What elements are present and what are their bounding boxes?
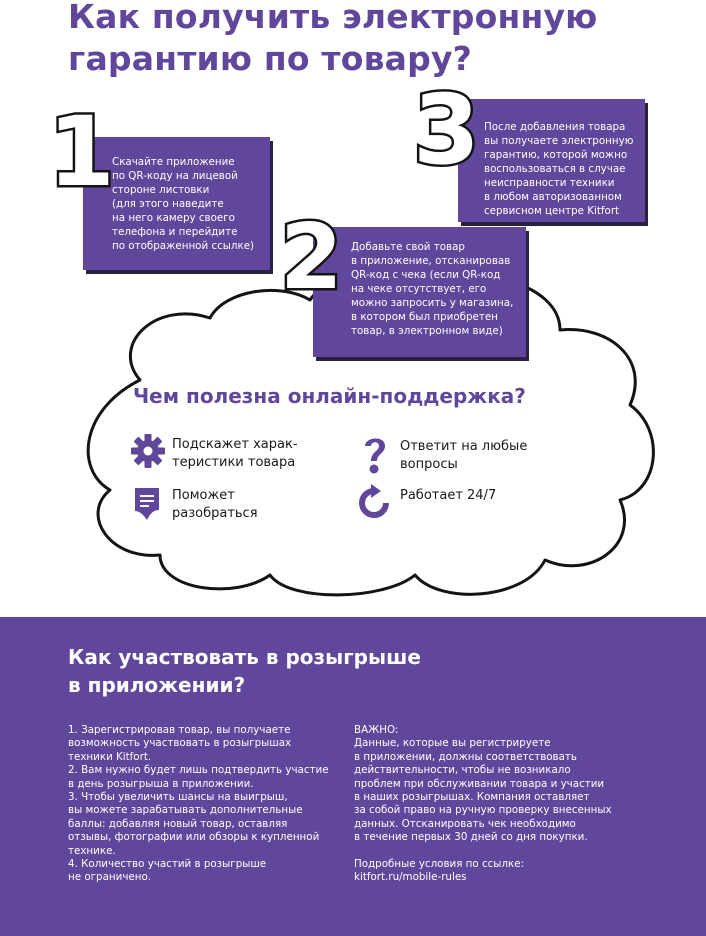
step-2-number: 2 bbox=[280, 205, 343, 310]
giveaway-important-notice: ВАЖНО: Данные, которые вы регистрируете в приложении, должны соответствовать действительности, чтобы не возникало проблем при обслуживании товара и участии в наших розыгрышах. Компания оставляет за собой право на ручную проверку внесенных данных. Отсканировать чек необходимо в течение первых 30 дней со дня покупки. Подробные условия по ссылке: kitfort.ru/mobile-rules bbox=[354, 724, 612, 884]
feature-help-text: Поможет разобраться bbox=[172, 488, 258, 521]
feature-specs-text: Подскажет харак- теристики товара bbox=[172, 437, 298, 470]
step-1-box: Скачайте приложение по QR-коду на лицевой стороне листовки (для этого наведите на него камеру своего телефона и перейдите по отображенной ссылке) bbox=[83, 137, 270, 270]
document-icon bbox=[133, 486, 161, 522]
feature-questions-text: Ответит на любые вопросы bbox=[400, 439, 528, 472]
step-3-box: После добавления товара вы получаете электронную гарантию, которой можно воспользоваться в случае неисправности техники в любом авторизованном сервисном центре Kitfort bbox=[458, 99, 645, 222]
giveaway-rules: 1. Зарегистрировав товар, вы получаете возможность участвовать в розыгрышах техники Kitfort. 2. Вам нужно будет лишь подтвердить участие в день розыгрыша в приложении. 3. Чтобы увеличить шансы на выигрыш, вы можете зарабатывать дополнительные баллы: добавляя новый товар, оставляя отзывы, фотографии или обзоры к купленной технике. 4. Количество участий в розыгрыше не ограничено. bbox=[68, 724, 329, 884]
step-2-box: Добавьте свой товар в приложение, отсканировав QR-код с чека (если QR-код на чеке отсутствует, его можно запросить у магазина, в котором был приобретен товар, в электронном виде) bbox=[313, 227, 526, 357]
question-icon bbox=[360, 434, 390, 476]
giveaway-title: Как участвовать в розыгрыше в приложении? bbox=[68, 645, 421, 697]
step-1-number: 1 bbox=[48, 96, 115, 208]
support-title: Чем полезна онлайн-поддержка? bbox=[133, 384, 526, 408]
feature-24-7-text: Работает 24/7 bbox=[400, 488, 497, 503]
refresh-icon bbox=[357, 484, 391, 520]
gear-icon bbox=[130, 433, 166, 469]
step-3-number: 3 bbox=[413, 74, 480, 186]
page-title: Как получить электронную гарантию по товару? bbox=[68, 0, 598, 78]
